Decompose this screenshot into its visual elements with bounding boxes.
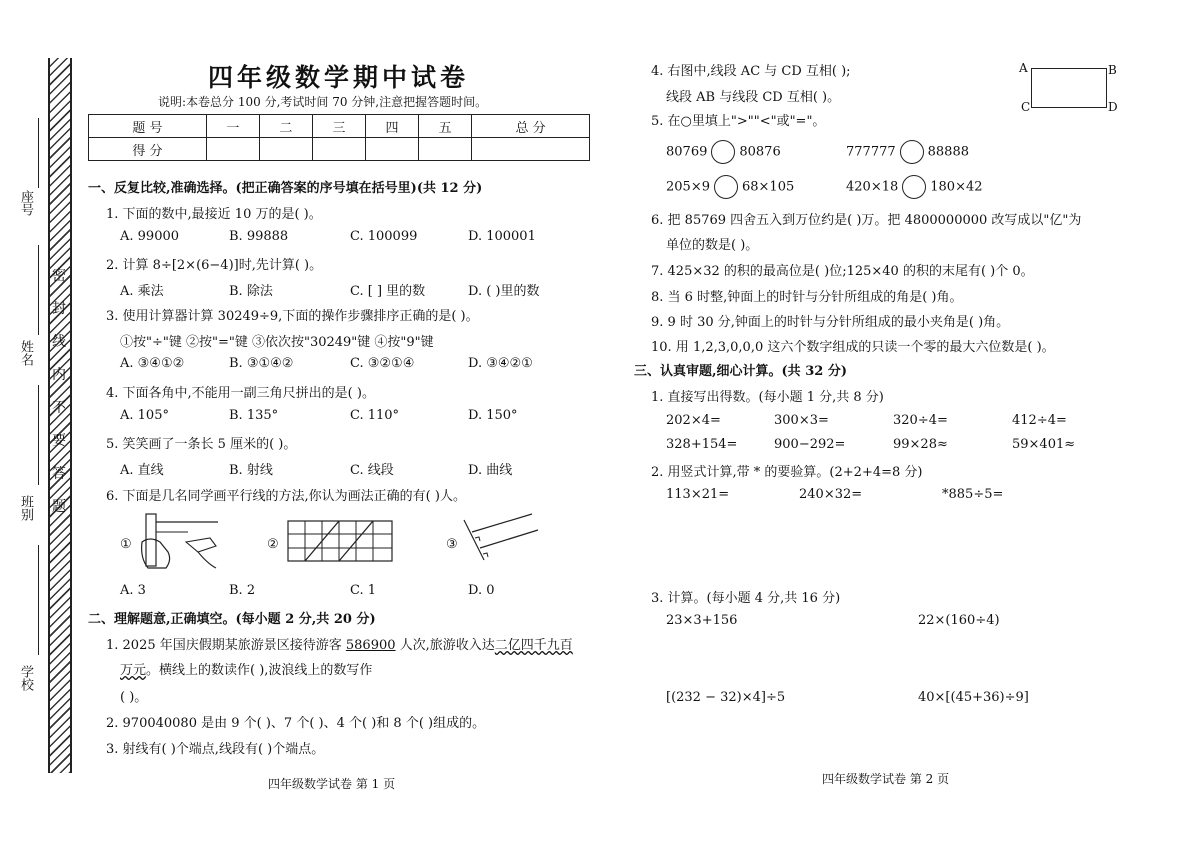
q1-stem: 1. 下面的数中,最接近 10 万的是( )。 [106,207,322,222]
mental-calc-item[interactable]: 900−292= [774,437,846,452]
mental-calc-item[interactable]: 99×28≈ [893,437,948,452]
s2-q6-line2[interactable]: 单位的数是( )。 [666,238,759,253]
field-line [38,245,39,335]
score-header-cell: 三 [312,115,365,138]
q4-option[interactable]: B. 135° [229,408,279,423]
vertical-calc-item[interactable]: 240×32= [799,487,863,502]
mental-calc-item[interactable]: 412÷4= [1012,413,1067,428]
q3-option[interactable]: C. ③②①④ [350,356,415,371]
q2-option[interactable]: A. 乘法 [120,284,164,299]
s2-q1-text: 人次,旅游收入达 [395,638,495,653]
calc-item[interactable]: [(232 − 32)×4]÷5 [666,690,786,705]
q2-stem: 2. 计算 8÷[2×(6−4)]时,先计算( )。 [106,258,323,273]
q1-option[interactable]: C. 100099 [350,229,418,244]
calc-item[interactable]: 40×[(45+36)÷9] [918,690,1029,705]
s2-q1-line1 [106,634,573,653]
seal-char: 题 [52,499,66,515]
vertical-calc-item[interactable]: 113×21= [666,487,730,502]
section3-heading: 三、认真审题,细心计算。(共 32 分) [634,364,847,379]
score-header-cell: 总 分 [472,115,590,138]
fig-label: ② [267,537,279,552]
compare-circle[interactable] [711,140,735,164]
field-line [38,118,39,188]
parallel-method-1-figure [138,512,223,572]
q2-option[interactable]: B. 除法 [229,284,273,299]
score-table [88,114,590,161]
compare-right: 80876 [739,144,781,160]
q6-option[interactable]: D. 0 [468,583,495,598]
page-title: 四年级数学期中试卷 [208,63,470,92]
q5-option[interactable]: C. 线段 [350,463,394,478]
page-footer: 四年级数学试卷 第 2 页 [822,772,950,786]
q1-option[interactable]: B. 99888 [229,229,289,244]
s3-q2-heading: 2. 用竖式计算,带 * 的要验算。(2+2+4=8 分) [651,465,923,480]
compare-right: 88888 [927,144,969,160]
q5-option[interactable]: B. 射线 [229,463,273,478]
compare-item [666,140,781,164]
s2-q3[interactable]: 3. 射线有( )个端点,线段有( )个端点。 [106,742,325,757]
section1-heading: 一、反复比较,准确选择。(把正确答案的序号填在括号里)(共 12 分) [88,181,483,196]
parallel-method-3-figure [460,512,540,564]
q5-option[interactable]: D. 曲线 [468,463,513,478]
s2-q10[interactable]: 10. 用 1,2,3,0,0,0 这六个数字组成的只读一个零的最大六位数是( )。 [651,340,1055,355]
s2-q1-underlined-number: 586900 [345,638,396,653]
s2-q9[interactable]: 9. 9 时 30 分,钟面上的时针与分针所组成的最小夹角是( )角。 [651,315,1010,330]
q6-option[interactable]: A. 3 [120,583,146,598]
compare-left: 777777 [846,144,896,160]
q5-stem: 5. 笑笑画了一条长 5 厘米的( )。 [106,437,297,452]
q1-option[interactable]: A. 99000 [120,229,180,244]
q6-option[interactable]: B. 2 [229,583,256,598]
q5-option[interactable]: A. 直线 [120,463,164,478]
score-input-cell[interactable] [206,138,259,161]
score-input-cell[interactable] [472,138,590,161]
s3-q1-heading: 1. 直接写出得数。(每小题 1 分,共 8 分) [651,390,884,405]
seal-char: 答 [52,466,66,482]
vertex-label: A [1019,61,1028,75]
q3-option[interactable]: A. ③④①② [120,356,185,371]
page-footer: 四年级数学试卷 第 1 页 [268,777,396,791]
s2-q8[interactable]: 8. 当 6 时整,钟面上的时针与分针所组成的角是( )角。 [651,290,963,305]
vertex-label: D [1108,100,1118,114]
mental-calc-item[interactable]: 320÷4= [893,413,948,428]
calc-item[interactable]: 23×3+156 [666,613,738,628]
seal-char: 线 [52,334,66,350]
s3-q3-heading: 3. 计算。(每小题 4 分,共 16 分) [651,591,841,606]
score-header-cell: 二 [259,115,312,138]
vertex-label: B [1108,63,1117,77]
s2-q4-line2[interactable]: 线段 AB 与线段 CD 互相( )。 [666,90,841,105]
compare-right: 180×42 [930,179,983,195]
compare-right: 68×105 [741,179,795,195]
s2-q5-stem: 5. 在○里填上">""<"或"="。 [651,114,826,129]
s2-q2[interactable]: 2. 970040080 是由 9 个( )、7 个( )、4 个( )和 8 个( )组成的。 [106,716,486,731]
vertical-calc-item[interactable]: *885÷5= [942,487,1004,502]
score-header-cell: 五 [419,115,472,138]
q4-option[interactable]: D. 150° [468,408,518,423]
s2-q1-text: 。横线上的数读作( ),波浪线上的数写作 [146,663,373,678]
score-input-cell[interactable] [259,138,312,161]
compare-left: 205×9 [666,179,710,195]
q3-stem: 3. 使用计算器计算 30249÷9,下面的操作步骤排序正确的是( )。 [106,309,479,324]
field-school-label: 学校 [18,665,33,691]
q3-option[interactable]: B. ③①④② [229,356,294,371]
score-input-cell[interactable] [312,138,365,161]
s2-q1-wavy-text: 二亿四千九百 [494,638,573,653]
compare-left: 80769 [666,144,708,160]
fig-label: ① [120,537,132,552]
fig-label: ③ [446,537,458,552]
compare-circle[interactable] [714,175,738,199]
field-line [38,385,39,485]
mental-calc-item[interactable]: 202×4= [666,413,721,428]
score-row-label: 得 分 [89,138,207,161]
compare-circle[interactable] [902,175,926,199]
compare-item [666,175,794,199]
field-seat-label: 座号 [18,190,33,216]
parallel-method-2-figure [286,519,396,565]
exam-note: 说明:本卷总分 100 分,考试时间 70 分钟,注意把握答题时间。 [158,95,488,109]
compare-item [846,175,983,199]
s2-q4-line1[interactable]: 4. 右图中,线段 AC 与 CD 互相( ); [651,64,851,79]
q4-option[interactable]: A. 105° [120,408,169,423]
seal-char: 内 [52,367,66,383]
seal-char: 封 [52,301,66,317]
mental-calc-item[interactable]: 300×3= [774,413,829,428]
q2-option[interactable]: D. ( )里的数 [468,284,540,299]
score-header-cell: 一 [206,115,259,138]
score-header-cell: 题 号 [89,115,207,138]
seal-char: 密 [52,268,66,284]
mental-calc-item[interactable]: 328+154= [666,437,738,452]
s2-q1-wavy-text: 万元 [120,663,147,678]
q6-option[interactable]: C. 1 [350,583,377,598]
rectangle-figure [1031,68,1107,108]
q2-option[interactable]: C. [ ] 里的数 [350,284,426,299]
field-name-label: 姓名 [18,340,33,366]
compare-item [846,140,969,164]
s2-q7[interactable]: 7. 425×32 的积的最高位是( )位;125×40 的积的末尾有( )个 0。 [651,264,1034,279]
score-input-cell[interactable] [366,138,419,161]
score-input-cell[interactable] [419,138,472,161]
s2-q6-line1[interactable]: 6. 把 85769 四舍五入到万位约是( )万。把 4800000000 改写成以"亿"为 [651,213,1082,228]
calc-item[interactable]: 22×(160÷4) [918,613,1000,628]
s2-q1-line2 [120,659,372,678]
compare-left: 420×18 [846,179,899,195]
q4-stem: 4. 下面各角中,不能用一副三角尺拼出的是( )。 [106,386,375,401]
q1-option[interactable]: D. 100001 [468,229,536,244]
seal-char: 不 [52,400,66,416]
q4-option[interactable]: C. 110° [350,408,400,423]
mental-calc-item[interactable]: 59×401≈ [1012,437,1076,452]
field-class-label: 班别 [18,495,33,521]
seal-char: 要 [52,433,66,449]
score-header-cell: 四 [366,115,419,138]
q3-steps: ①按"÷"键 ②按"="键 ③依次按"30249"键 ④按"9"键 [120,335,434,350]
q6-stem: 6. 下面是几名同学画平行线的方法,你认为画法正确的有( )人。 [106,489,466,504]
field-line [38,545,39,655]
vertex-label: C [1021,100,1031,114]
s2-q1-line3[interactable]: ( )。 [120,690,148,705]
section2-heading: 二、理解题意,正确填空。(每小题 2 分,共 20 分) [88,612,376,627]
compare-circle[interactable] [900,140,924,164]
q3-option[interactable]: D. ③④②① [468,356,533,371]
s2-q1-text: 1. 2025 年国庆假期某旅游景区接待游客 [106,638,346,653]
